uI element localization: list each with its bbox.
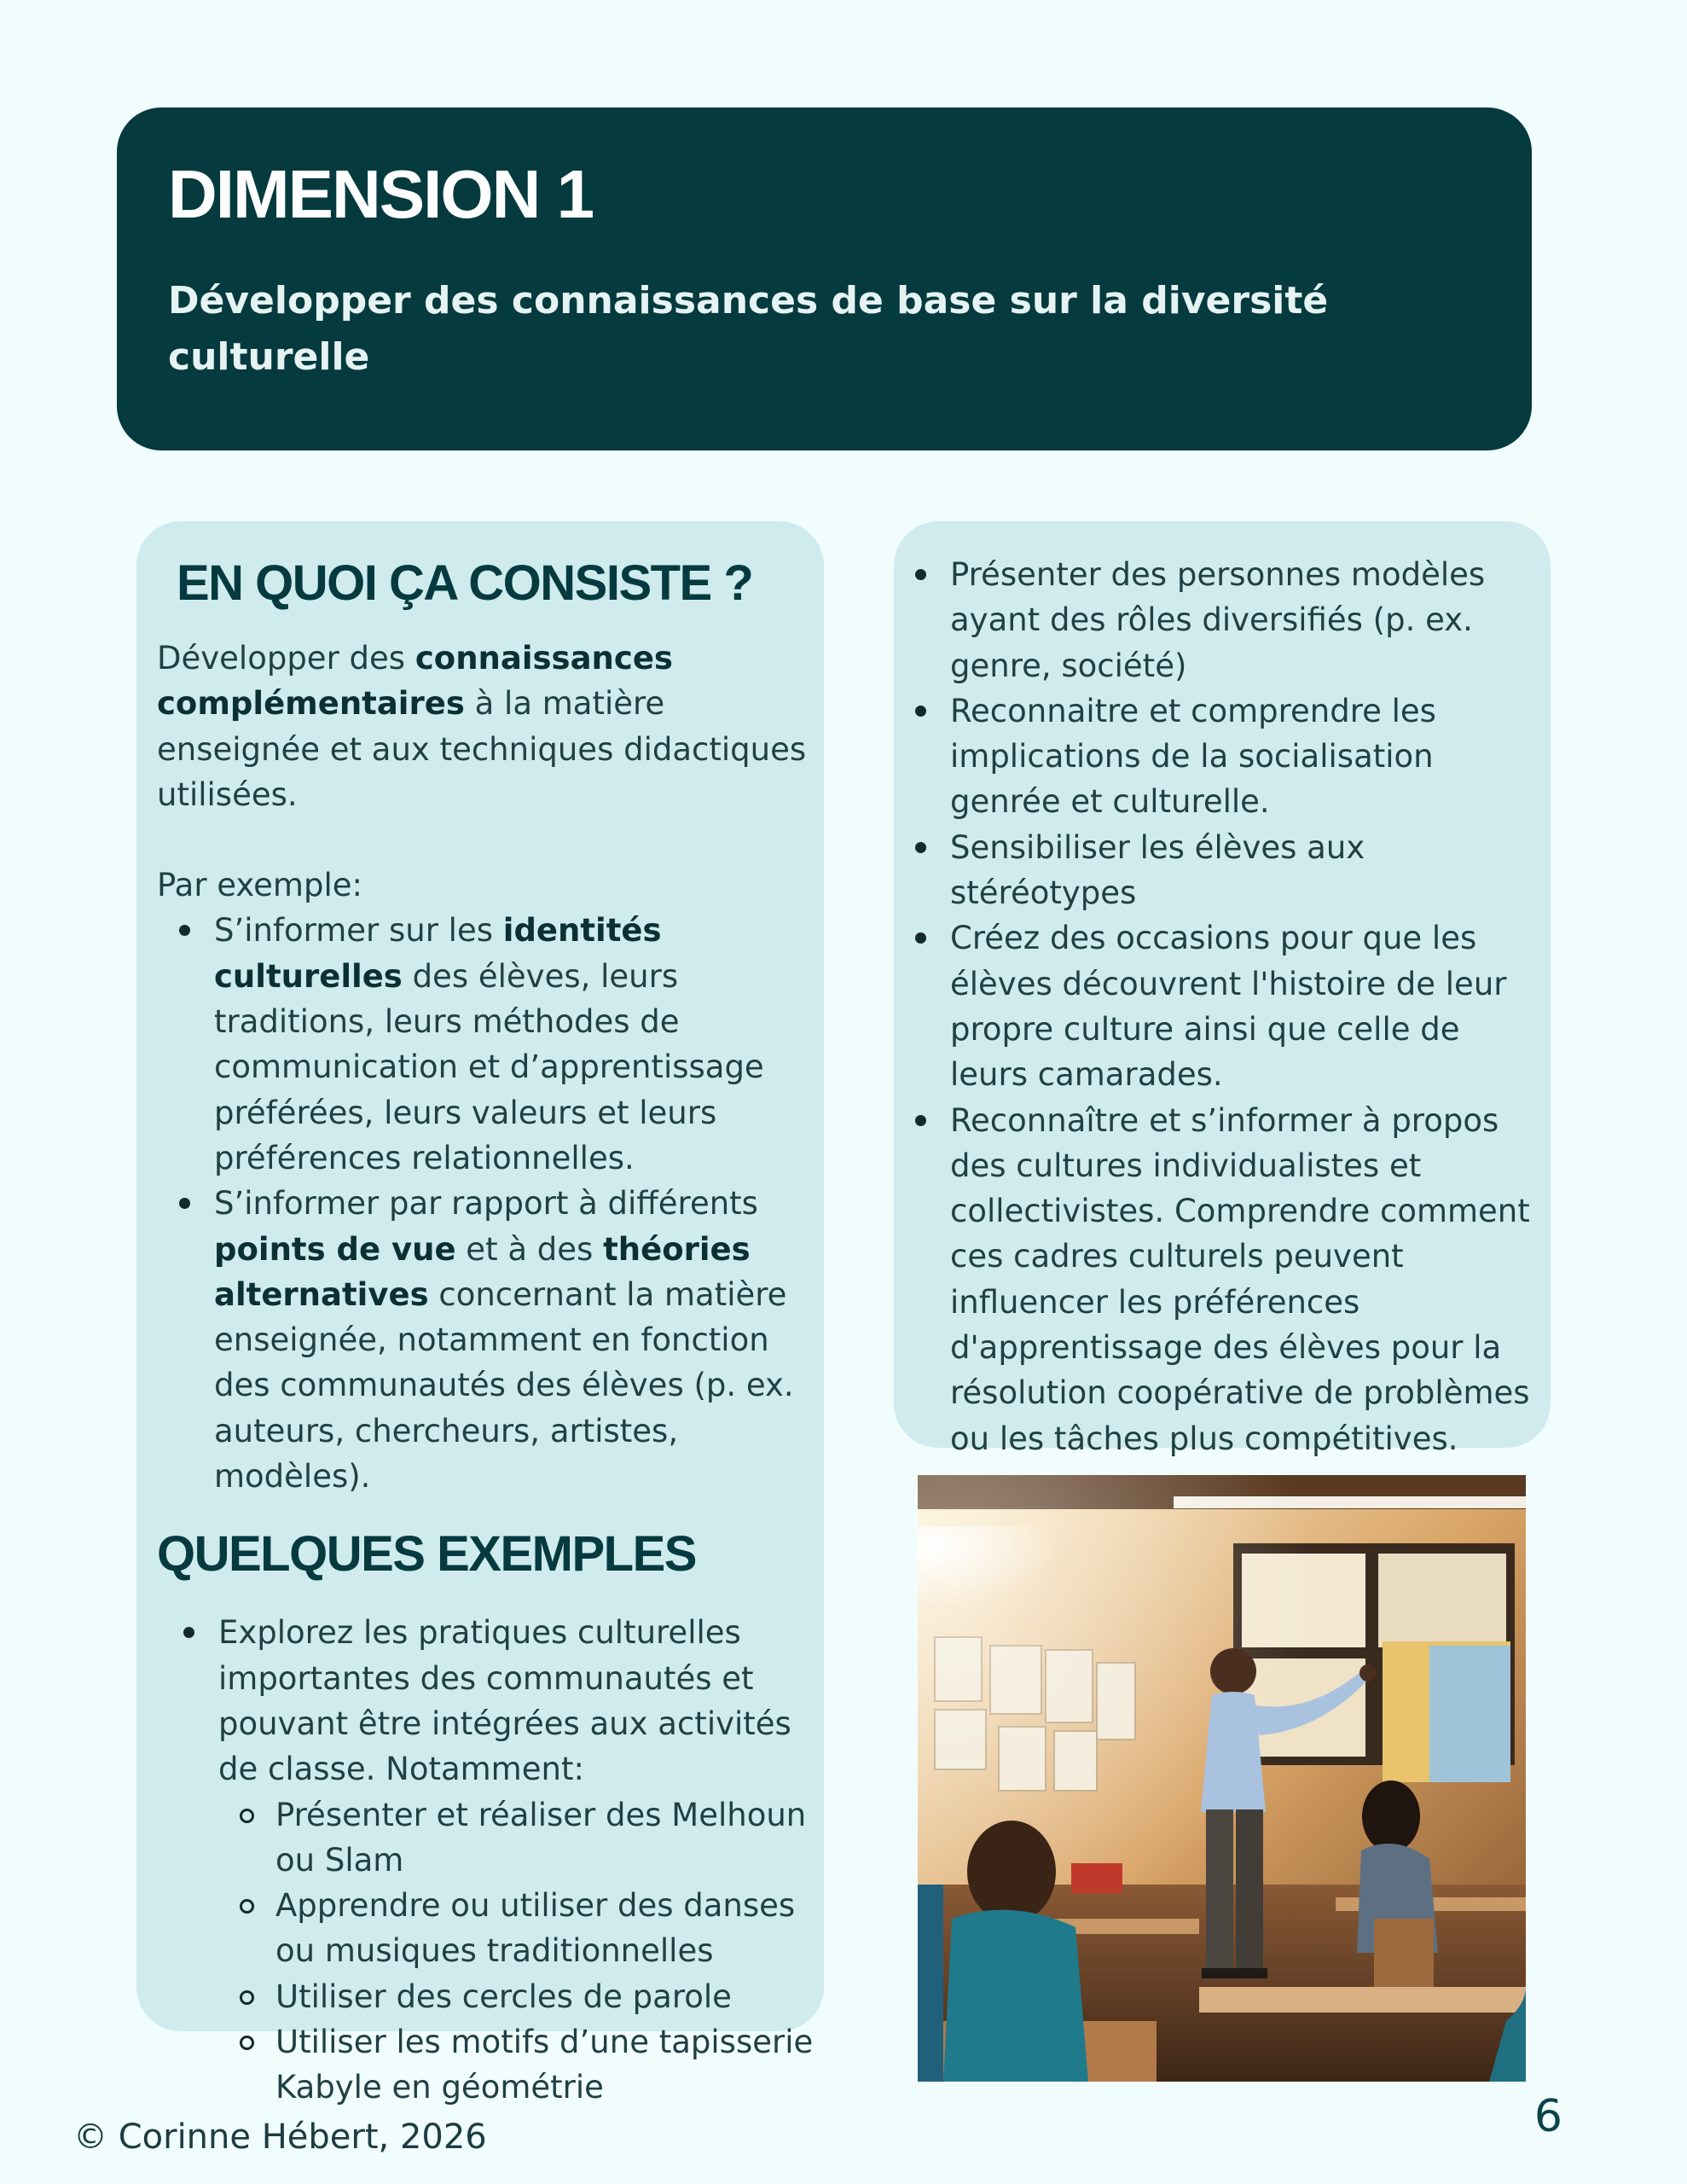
sub-list-item: Utiliser les motifs d’une tapisserie Kabyle en géométrie xyxy=(275,2019,832,2111)
list-item: Sensibiliser les élèves aux stéréotypes xyxy=(950,825,1547,916)
classroom-illustration xyxy=(918,1475,1526,2082)
list-item: Reconnaitre et comprendre les implications de la socialisation genrée et culturelle. xyxy=(950,688,1547,825)
list-item: Créez des occasions pour que les élèves découvrent l'histoire de leur propre culture ainsi que celle de leurs camarades. xyxy=(950,915,1547,1097)
list-item: Reconnaître et s’informer à propos des cultures individualistes et collectivistes. Comprendre comment ces cadres culturels peuvent influencer les préférences d'apprentissage des élèves pour la résolution coopérative de problèmes ou les tâches plus compétitives. xyxy=(950,1098,1547,1461)
list-item xyxy=(214,1181,828,1499)
list-item-bold: théories alternatives xyxy=(214,1230,751,1313)
list-item-text: et à des xyxy=(455,1230,604,1268)
list-item-text: S’informer sur les xyxy=(214,912,503,950)
exemples-list xyxy=(218,1610,832,2110)
sub-list-item: Présenter et réaliser des Melhoun ou Slam xyxy=(275,1792,832,1884)
list-item: Présenter des personnes modèles ayant des rôles diversifiés (p. ex. genre, société) xyxy=(950,552,1547,688)
intro-paragraph xyxy=(157,636,831,908)
list-item-text: des élèves, leurs traditions, leurs méthodes de communication et d’apprentissage préférées, leurs valeurs et leurs préférences relationnelles. xyxy=(214,957,764,1176)
consiste-list xyxy=(214,908,828,1499)
right-card xyxy=(894,521,1551,1457)
section-title-exemples: QUELQUES EXEMPLES xyxy=(157,1526,696,1583)
sub-list-item: Utiliser des cercles de parole xyxy=(275,1974,832,2019)
list-item-bold: points de vue xyxy=(214,1230,456,1268)
dimension-header xyxy=(117,107,1532,450)
dimension-subtitle: Développer des connaissances de base sur la diversité culturelle xyxy=(168,279,1329,379)
sub-list-item: Apprendre ou utiliser des danses ou musiques traditionnelles xyxy=(275,1883,832,1974)
intro-text-end: à la matière enseignée et aux techniques didactiques utilisées. xyxy=(157,685,807,813)
list-item-text: concernant la matière enseignée, notamment en fonction des communautés des élèves (p. ex. auteurs, chercheurs, artistes, modèles). xyxy=(214,1275,794,1496)
intro-text: Développer des xyxy=(157,640,415,677)
classroom-photo xyxy=(918,1475,1526,2082)
list-item-text: S’informer par rapport à différents xyxy=(214,1185,758,1223)
exemples-sublist xyxy=(275,1792,832,2111)
list-item xyxy=(218,1610,832,2110)
example-label: Par exemple: xyxy=(157,867,362,904)
list-item-bold: identités culturelles xyxy=(214,912,662,995)
left-card xyxy=(136,521,824,2106)
dimension-title: DIMENSION 1 xyxy=(168,156,594,232)
page-number: 6 xyxy=(1533,2091,1562,2142)
list-item-text: Explorez les pratiques culturelles importantes des communautés et pouvant être intégrées aux activités de classe. Notamment: xyxy=(218,1614,791,1788)
right-list xyxy=(950,552,1547,1461)
intro-bold-text: connaissances complémentaires xyxy=(157,640,673,723)
section-title-consiste: EN QUOI ÇA CONSISTE ? xyxy=(177,555,753,611)
list-item xyxy=(214,908,828,1181)
copyright: © Corinne Hébert, 2026 xyxy=(73,2117,487,2157)
